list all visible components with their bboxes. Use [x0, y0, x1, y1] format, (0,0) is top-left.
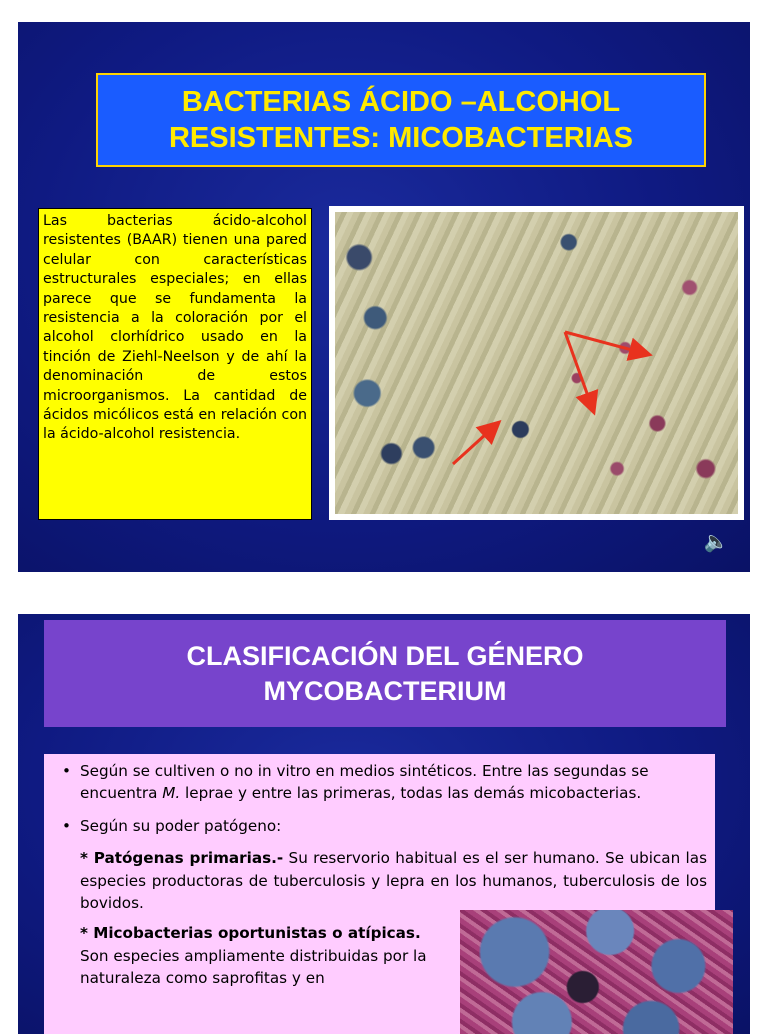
bullet-dot: • [62, 816, 71, 835]
atipicas-label: * Micobacterias oportunistas o atípicas. [80, 924, 421, 943]
bullet-1-text-b: leprae y entre las primeras, todas las demás micobacterias. [180, 784, 642, 803]
bullet-item [58, 815, 707, 837]
primarias-paragraph [58, 847, 707, 914]
bullet-2-text: Según su poder patógeno: [80, 816, 282, 835]
speaker-icon[interactable]: 🔈 [703, 529, 729, 553]
slide-2-title: CLASIFICACIÓN DEL GÉNERO MYCOBACTERIUM [186, 640, 584, 706]
red-arrows [335, 212, 738, 514]
arrow-1 [565, 332, 647, 354]
atipicas-text: Son especies ampliamente distribuidas por la naturaleza como saprofitas y en [80, 946, 427, 988]
slide-1-text-box [38, 208, 312, 520]
slide-1 [18, 22, 750, 572]
micrograph-ziehl-neelsen [335, 212, 738, 514]
bullet-item [58, 760, 707, 805]
arrow-3 [453, 424, 497, 464]
slide-2-title-box [44, 620, 726, 727]
bullet-1-text-a: Según se cultiven o no in vitro en medios sintéticos. Entre las segundas se encuentra [80, 762, 649, 803]
bullet-1-italic: M. [162, 784, 181, 803]
slide-1-title: BACTERIAS ÁCIDO –ALCOHOL RESISTENTES: MICOBACTERIAS [168, 86, 634, 154]
micrograph-stained-cells [460, 910, 733, 1034]
slide-1-title-box [96, 73, 706, 167]
slide-1-body-text: Las bacterias ácido-alcohol resistentes (BAAR) tienen una pared celular con características estructurales especiales; en ellas parece que se fundamenta la resistencia a la coloración por el alcohol clorhídrico usado en la tinción de Ziehl-Neelson y de ahí la denominación de estos microorganismos. La cantidad de ácidos micólicos está en relación con la ácido-alcohol resistencia. [43, 213, 307, 443]
micrograph-ziehl-neelsen-frame [329, 206, 744, 520]
slide-2 [18, 614, 750, 1034]
arrow-2 [565, 332, 593, 410]
primarias-text: Su reservorio habitual es el ser humano. Se ubican las especies productoras de tuberculosis y lepra en los humanos, tuberculosis de los bovidos. [80, 849, 707, 913]
atipicas-paragraph [58, 922, 430, 989]
primarias-label: * Patógenas primarias.- [80, 849, 284, 868]
bullet-dot: • [62, 762, 71, 780]
